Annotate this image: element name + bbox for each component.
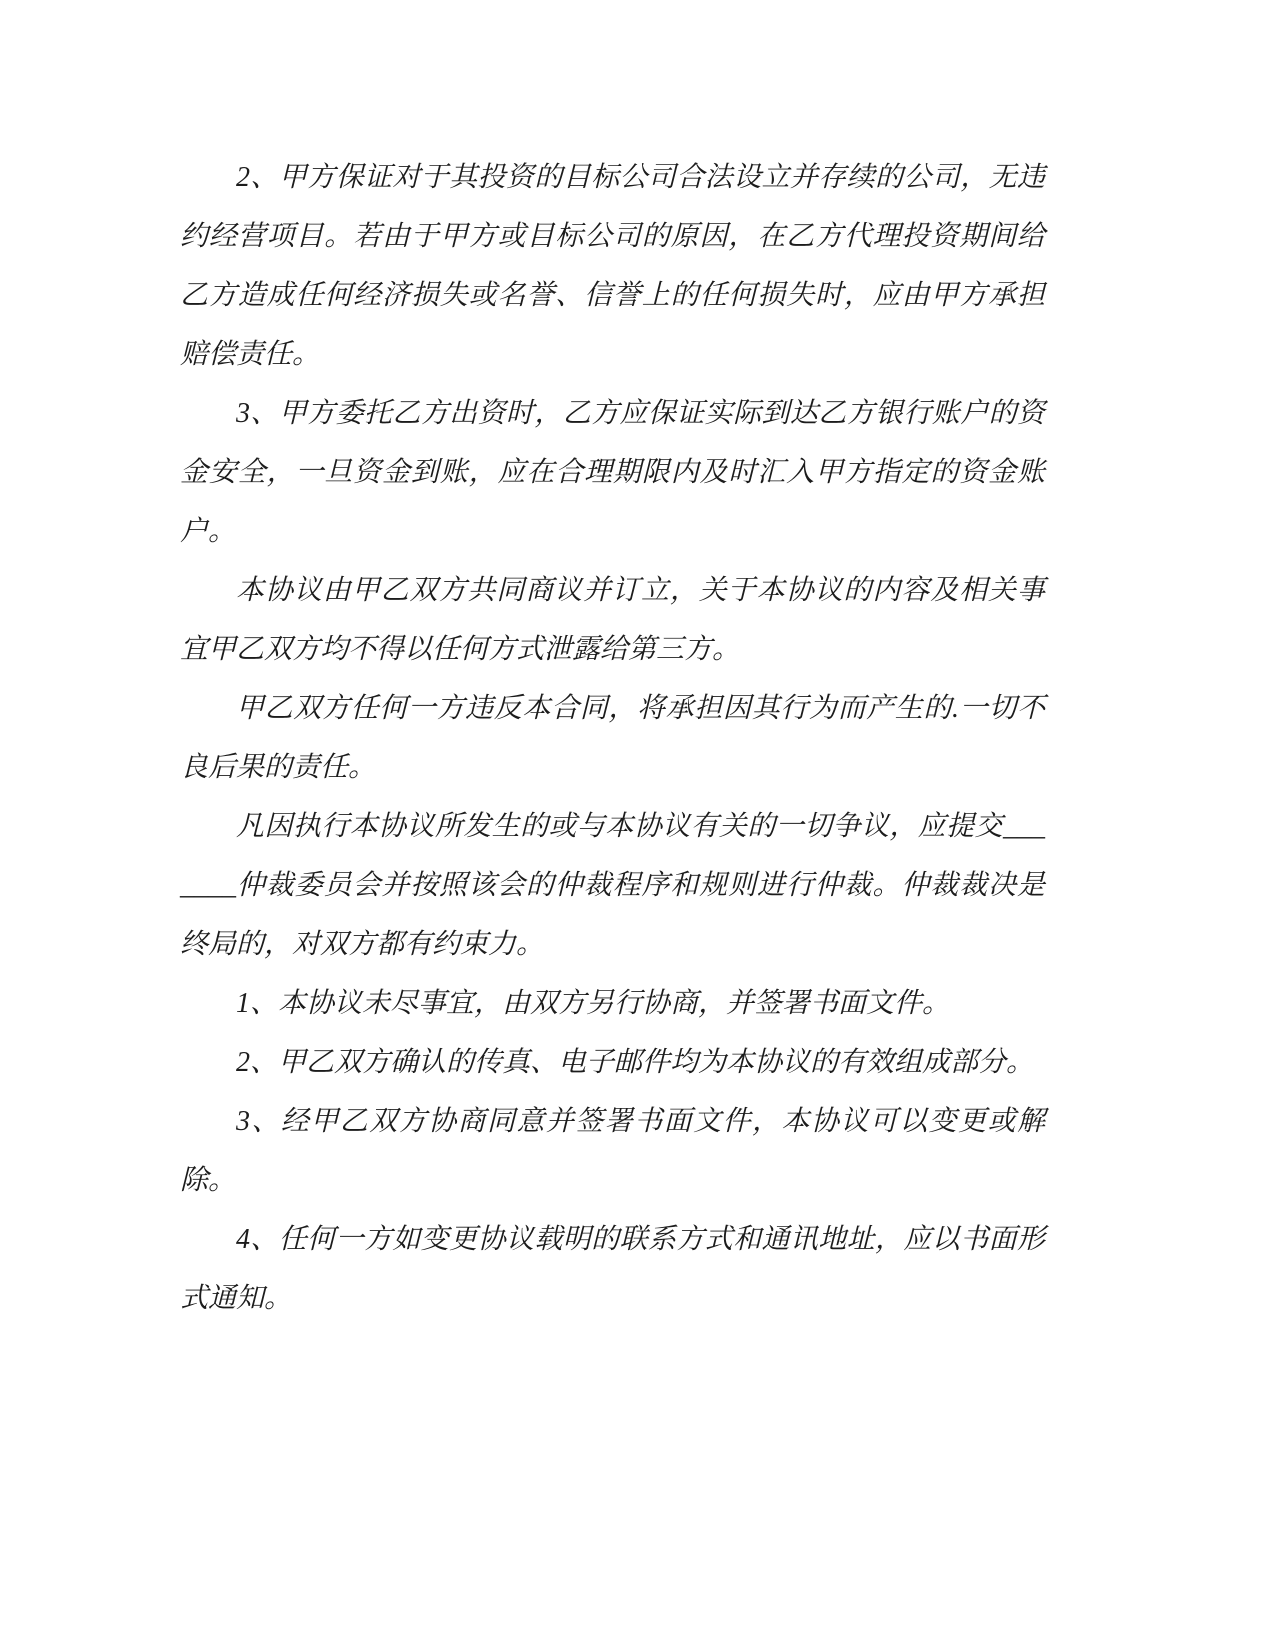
paragraph-clause-2: 2、甲方保证对于其投资的目标公司合法设立并存续的公司，无违约经营项目。若由于甲方或目标公司的原因，在乙方代理投资期间给乙方造成任何经济损失或名誉、信誉上的任何损失时，应由甲方承担赔偿责任。 — [180, 162, 1045, 370]
paragraph-misc-4: 4、任何一方如变更协议载明的联系方式和通讯地址，应以书面形式通知。 — [180, 1224, 1045, 1314]
paragraph-breach-liability: 甲乙双方任何一方违反本合同，将承担因其行为而产生的.一切不良后果的责任。 — [180, 693, 1045, 783]
paragraph-confidentiality: 本协议由甲乙双方共同商议并订立，关于本协议的内容及相关事宜甲乙双方均不得以任何方式泄露给第三方。 — [180, 575, 1045, 665]
paragraph-misc-3: 3、经甲乙双方协商同意并签署书面文件，本协议可以变更或解除。 — [180, 1106, 1045, 1196]
paragraph-misc-2: 2、甲乙双方确认的传真、电子邮件均为本协议的有效组成部分。 — [236, 1047, 1035, 1078]
paragraph-clause-3: 3、甲方委托乙方出资时，乙方应保证实际到达乙方银行账户的资金安全，一旦资金到账，应在合理期限内及时汇入甲方指定的资金账户。 — [180, 398, 1045, 547]
paragraph-arbitration: 凡因执行本协议所发生的或与本协议有关的一切争议，应提交_______仲裁委员会并按照该会的仲裁程序和规则进行仲裁。仲裁裁决是终局的，对双方都有约束力。 — [180, 811, 1045, 960]
paragraph-misc-1: 1、本协议未尽事宜，由双方另行协商，并签署书面文件。 — [236, 988, 951, 1019]
document-text-block — [180, 148, 1045, 1328]
